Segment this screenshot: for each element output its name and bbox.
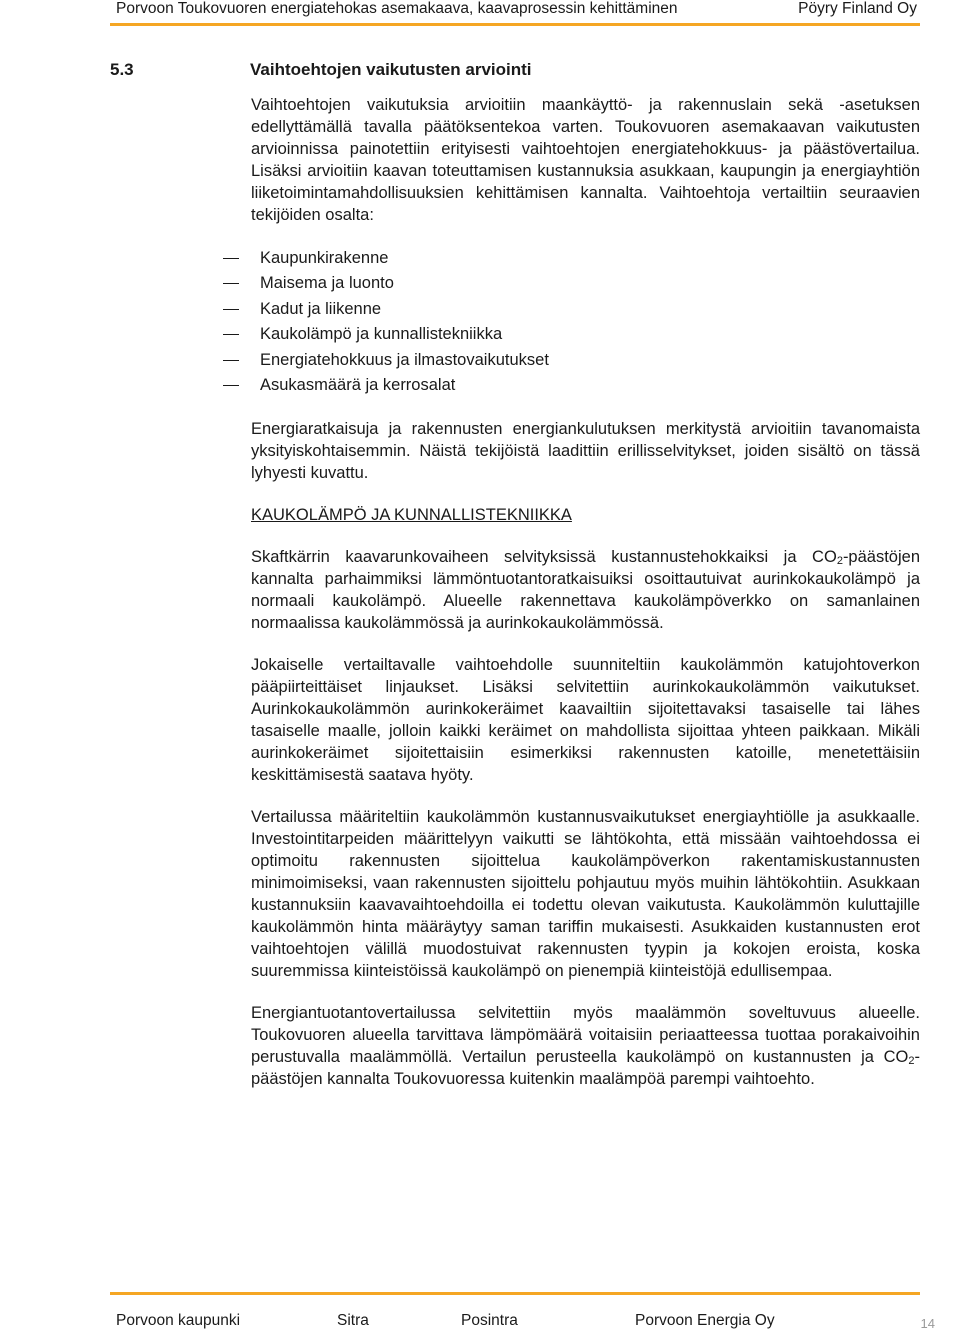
dash-icon bbox=[223, 258, 239, 259]
section-heading bbox=[110, 60, 920, 80]
dash-icon bbox=[223, 309, 239, 310]
footer-org-posintra: Posintra bbox=[461, 1312, 518, 1329]
header-rule bbox=[110, 23, 920, 26]
footer-rule bbox=[110, 1292, 920, 1295]
footer-org-energia: Porvoon Energia Oy bbox=[635, 1312, 775, 1329]
section-title: Vaihtoehtojen vaikutusten arviointi bbox=[250, 60, 532, 79]
header-title: Porvoon Toukovuoren energiatehokas asemakaava, kaavaprosessin kehittäminen bbox=[116, 0, 678, 17]
geothermal-paragraph: Energiantuotantovertailussa selvitettiin myös maalämmön soveltuvuus alueelle. Toukovuoren alueella tarvittava lämpömäärä voitaisiin periaatteessa tuottaa porakaivoihin perustuvalla maalämmöllä. Vertailun perusteella kaukolämpö on kustannusten ja $CO_2$-päästöjen kannalta Toukovuoressa kuitenkin maalämpöä parempi vaihtoehto. bbox=[251, 1004, 920, 1089]
body-text bbox=[251, 94, 920, 1110]
list-item: Kaupunkirakenne bbox=[223, 246, 920, 271]
list-item: Kadut ja liikenne bbox=[223, 297, 920, 322]
dash-icon bbox=[223, 283, 239, 284]
list-item: Asukasmäärä ja kerrosalat bbox=[223, 373, 920, 398]
list-item: Kaukolämpö ja kunnallistekniikka bbox=[223, 322, 920, 347]
footer-org-porvoo: Porvoon kaupunki bbox=[116, 1312, 241, 1329]
dash-icon bbox=[223, 360, 239, 361]
page-footer bbox=[116, 1312, 935, 1334]
dash-icon bbox=[223, 385, 239, 386]
intro-paragraph: Vaihtoehtojen vaikutuksia arvioitiin maankäyttö- ja rakennuslain sekä -asetuksen edellyttämällä tavalla päätöksentekoa varten. Toukovuoren asemakaavan vaikutusten arvioinnissa painotettiin erityisesti vaihtoehtojen energiatehokkuus- ja päästövertailua. Lisäksi arvioitiin kaavan toteuttamisen kustannuksia asukkaan, kaupungin ja energiayhtiön liiketoimintamahdollisuuksien kehittämisen kannalta. Vaihtoehtoja vertailtiin seuraavien tekijöiden osalta: bbox=[251, 96, 920, 224]
page-number: 14 bbox=[920, 1316, 935, 1331]
section-number: 5.3 bbox=[110, 60, 134, 79]
factor-list bbox=[223, 246, 920, 398]
header-company: Pöyry Finland Oy bbox=[798, 0, 917, 17]
footer-org-sitra: Sitra bbox=[337, 1312, 369, 1329]
subheading: KAUKOLÄMPÖ JA KUNNALLISTEKNIIKKA bbox=[251, 506, 572, 525]
dash-icon bbox=[223, 334, 239, 335]
cost-paragraph: Vertailussa määriteltiin kaukolämmön kustannusvaikutukset energiayhtiölle ja asukkaalle. Investointitarpeiden määrittelyyn vaikutti se lähtökohta, että missään vaihtoehdossa ei optimoitu rakennusten sijoittelua kaukolämpöverkon rakentamiskustannusten minimoimiseksi, vaan rakennusten sijoittelu pohjautuu myös muihin lähtökohtiin. Asukkaan kustannuksiin kaavavaihtoehdoilla ei todettu olevan vaikutusta. Kaukolämmön kuluttajille kaukolämmön hinta määräytyy saman tariffin mukaisesti. Asukkaiden kustannusten erot vaihtoehtojen välillä muodostuivat rakennusten tyypin ja kokojen eroista, koska suuremmissa kiinteistöissä kaukolämpö on pienempiä kiinteistöjä edullisempaa. bbox=[251, 808, 920, 981]
list-item: Maisema ja luonto bbox=[223, 271, 920, 296]
network-paragraph: Jokaiselle vertailtavalle vaihtoehdolle suunniteltiin kaukolämmön katujohtoverkon pääpiirteittäiset linjaukset. Lisäksi selvitettiin aurinkokaukolämmön vaikutukset. Aurinkokaukolämmön aurinkokeräimet kaavailtiin sijoitettavaksi tasaiselle tai lähes tasaiselle maalle, jolloin kaikki keräimet on mahdollista sijoittaa yhteen paikkaan. Mikäli aurinkokeräimet sijoitettaisiin esimerkiksi rakennusten katoille, menetettäisiin keskittämisestä saatava hyöty. bbox=[251, 656, 920, 785]
page-header bbox=[116, 0, 917, 20]
district-heating-paragraph: Skaftkärrin kaavarunkovaiheen selvityksissä kustannustehokkaiksi ja $CO_2$-päästöjen kannalta parhaimmiksi lämmöntuotantoratkaisuiksi osoittautuivat aurinkokaukolämpö ja normaali kaukolämpö. Alueelle rakennettava kaukolämpöverkko on samanlainen normaalissa kaukolämmössä ja aurinkokaukolämmössä. bbox=[251, 548, 920, 633]
energy-paragraph: Energiaratkaisuja ja rakennusten energiankulutuksen merkitystä arvioitiin tavanomaista yksityiskohtaisemmin. Näistä tekijöistä laadittiin erillisselvitykset, joiden sisältö on tässä lyhyesti kuvattu. bbox=[251, 420, 920, 483]
list-item: Energiatehokkuus ja ilmastovaikutukset bbox=[223, 348, 920, 373]
